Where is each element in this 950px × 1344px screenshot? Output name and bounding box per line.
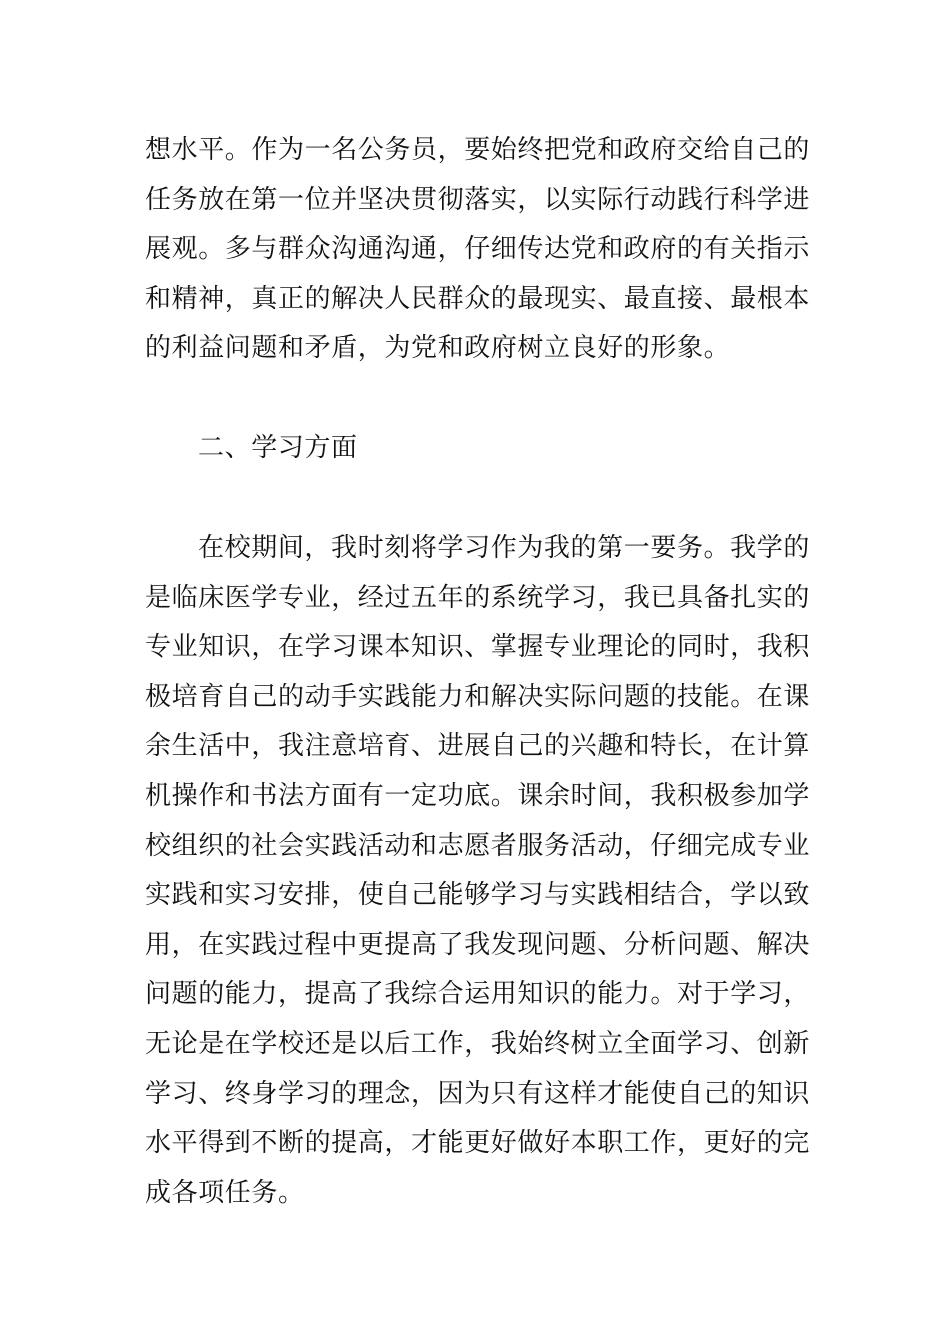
paragraph-line: 是临床医学专业，经过五年的系统学习，我已具备扎实的 [145,582,811,613]
paragraph-line: 机操作和书法方面有一定功底。课余时间，我积极参加学 [145,780,811,811]
paragraph-line: 任务放在第一位并坚决贯彻落实，以实际行动践行科学进 [145,184,811,215]
paragraph-line: 的利益问题和矛盾，为党和政府树立良好的形象。 [145,333,731,364]
section-heading [145,424,810,474]
paragraph-line: 极培育自己的动手实践能力和解决实际问题的技能。在课 [145,681,811,712]
paragraph-study [145,524,810,1218]
paragraph-line: 水平得到不断的提高，才能更好做好本职工作，更好的完 [145,1128,811,1159]
paragraph-continuation [145,126,810,374]
paragraph-line: 想水平。作为一名公务员，要始终把党和政府交给自己的 [145,135,811,165]
paragraph-line: 实践和实习安排，使自己能够学习与实践相结合，学以致 [145,880,811,911]
paragraph-line: 在校期间，我时刻将学习作为我的第一要务。我学的 [198,533,810,563]
paragraph-line: 专业知识，在学习课本知识、掌握专业理论的同时，我积 [145,632,811,663]
section-heading-text: 二、学习方面 [198,433,358,463]
paragraph-line: 用，在实践过程中更提高了我发现问题、分析问题、解决 [145,929,811,960]
paragraph-line: 展观。多与群众沟通沟通，仔细传达党和政府的有关指示 [145,234,811,265]
paragraph-line: 成各项任务。 [145,1177,305,1208]
paragraph-line: 问题的能力，提高了我综合运用知识的能力。对于学习， [145,979,811,1010]
paragraph-line: 学习、终身学习的理念，因为只有这样才能使自己的知识 [145,1078,811,1109]
paragraph-line: 无论是在学校还是以后工作，我始终树立全面学习、创新 [145,1028,811,1059]
paragraph-line: 和精神，真正的解决人民群众的最现实、最直接、最根本 [145,283,811,314]
paragraph-line: 余生活中，我注意培育、进展自己的兴趣和特长，在计算 [145,731,811,762]
paragraph-line: 校组织的社会实践活动和志愿者服务活动，仔细完成专业 [145,830,811,861]
